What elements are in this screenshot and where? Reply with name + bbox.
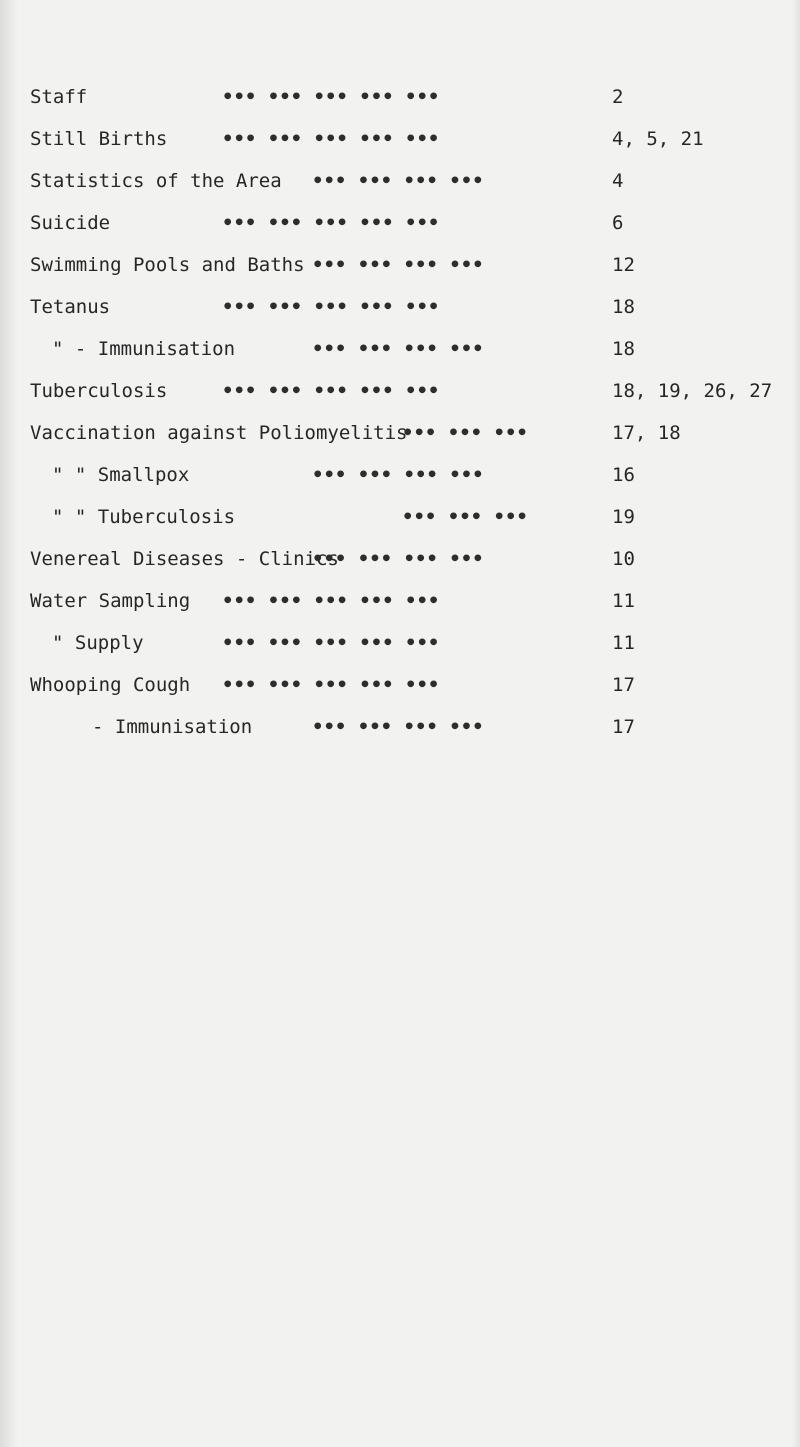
- index-entry: [0, 248, 800, 282]
- entry-label: Whooping Cough: [30, 674, 191, 696]
- leader-dots: ••• ••• ••• ••• •••: [222, 380, 440, 402]
- index-entry: [0, 206, 800, 240]
- leader-dots: ••• ••• ••• •••: [312, 548, 484, 570]
- index-entry: [0, 584, 800, 618]
- entry-pages: 11: [612, 632, 635, 654]
- leader-dots: ••• ••• ••• ••• •••: [222, 296, 440, 318]
- leader-dots: ••• ••• ••• •••: [312, 170, 484, 192]
- index-entry: [0, 374, 800, 408]
- leader-dots: ••• ••• •••: [402, 506, 528, 528]
- entry-pages: 11: [612, 590, 635, 612]
- index-entry: [0, 626, 800, 660]
- index-entry: [0, 710, 800, 744]
- entry-label: Venereal Diseases - Clinics: [30, 548, 339, 570]
- leader-dots: ••• ••• ••• •••: [312, 716, 484, 738]
- leader-dots: ••• ••• ••• •••: [312, 338, 484, 360]
- entry-pages: 16: [612, 464, 635, 486]
- index-entry: [0, 668, 800, 702]
- leader-dots: ••• ••• ••• ••• •••: [222, 674, 440, 696]
- entry-pages: 4: [612, 170, 624, 192]
- entry-pages: 4, 5, 21: [612, 128, 704, 150]
- entry-label: Water Sampling: [30, 590, 191, 612]
- leader-dots: ••• ••• ••• ••• •••: [222, 632, 440, 654]
- entry-label: Statistics of the Area: [30, 170, 282, 192]
- entry-label: Tetanus: [30, 296, 111, 318]
- index-entry: [0, 122, 800, 156]
- entry-pages: 19: [612, 506, 635, 528]
- leader-dots: ••• ••• •••: [402, 422, 528, 444]
- entry-pages: 17: [612, 716, 635, 738]
- entry-label: Vaccination against Poliomyelitis: [30, 422, 408, 444]
- entry-label: Still Births: [30, 128, 168, 150]
- leader-dots: ••• ••• ••• ••• •••: [222, 128, 440, 150]
- index-entry: [0, 332, 800, 366]
- entry-pages: 2: [612, 86, 624, 108]
- entry-label: " " Tuberculosis: [52, 506, 236, 528]
- entry-pages: 17, 18: [612, 422, 681, 444]
- entry-pages: 12: [612, 254, 635, 276]
- entry-pages: 10: [612, 548, 635, 570]
- entry-label: " " Smallpox: [52, 464, 190, 486]
- leader-dots: ••• ••• ••• •••: [312, 254, 484, 276]
- entry-pages: 18, 19, 26, 27: [612, 380, 773, 402]
- entry-pages: 6: [612, 212, 624, 234]
- entry-pages: 17: [612, 674, 635, 696]
- index-entry: [0, 80, 800, 114]
- index-entry: [0, 164, 800, 198]
- entry-label: Tuberculosis: [30, 380, 168, 402]
- entry-label: " - Immunisation: [52, 338, 236, 360]
- leader-dots: ••• ••• ••• ••• •••: [222, 590, 440, 612]
- leader-dots: ••• ••• ••• ••• •••: [222, 212, 440, 234]
- index-entry: [0, 500, 800, 534]
- leader-dots: ••• ••• ••• ••• •••: [222, 86, 440, 108]
- index-entry: [0, 542, 800, 576]
- entry-label: Swimming Pools and Baths: [30, 254, 305, 276]
- entry-label: " Supply: [52, 632, 144, 654]
- index-entry: [0, 416, 800, 450]
- entry-pages: 18: [612, 296, 635, 318]
- leader-dots: ••• ••• ••• •••: [312, 464, 484, 486]
- entry-label: - Immunisation: [92, 716, 253, 738]
- index-entry: [0, 458, 800, 492]
- index-entry: [0, 290, 800, 324]
- entry-label: Staff: [30, 86, 88, 108]
- entry-pages: 18: [612, 338, 635, 360]
- entry-label: Suicide: [30, 212, 111, 234]
